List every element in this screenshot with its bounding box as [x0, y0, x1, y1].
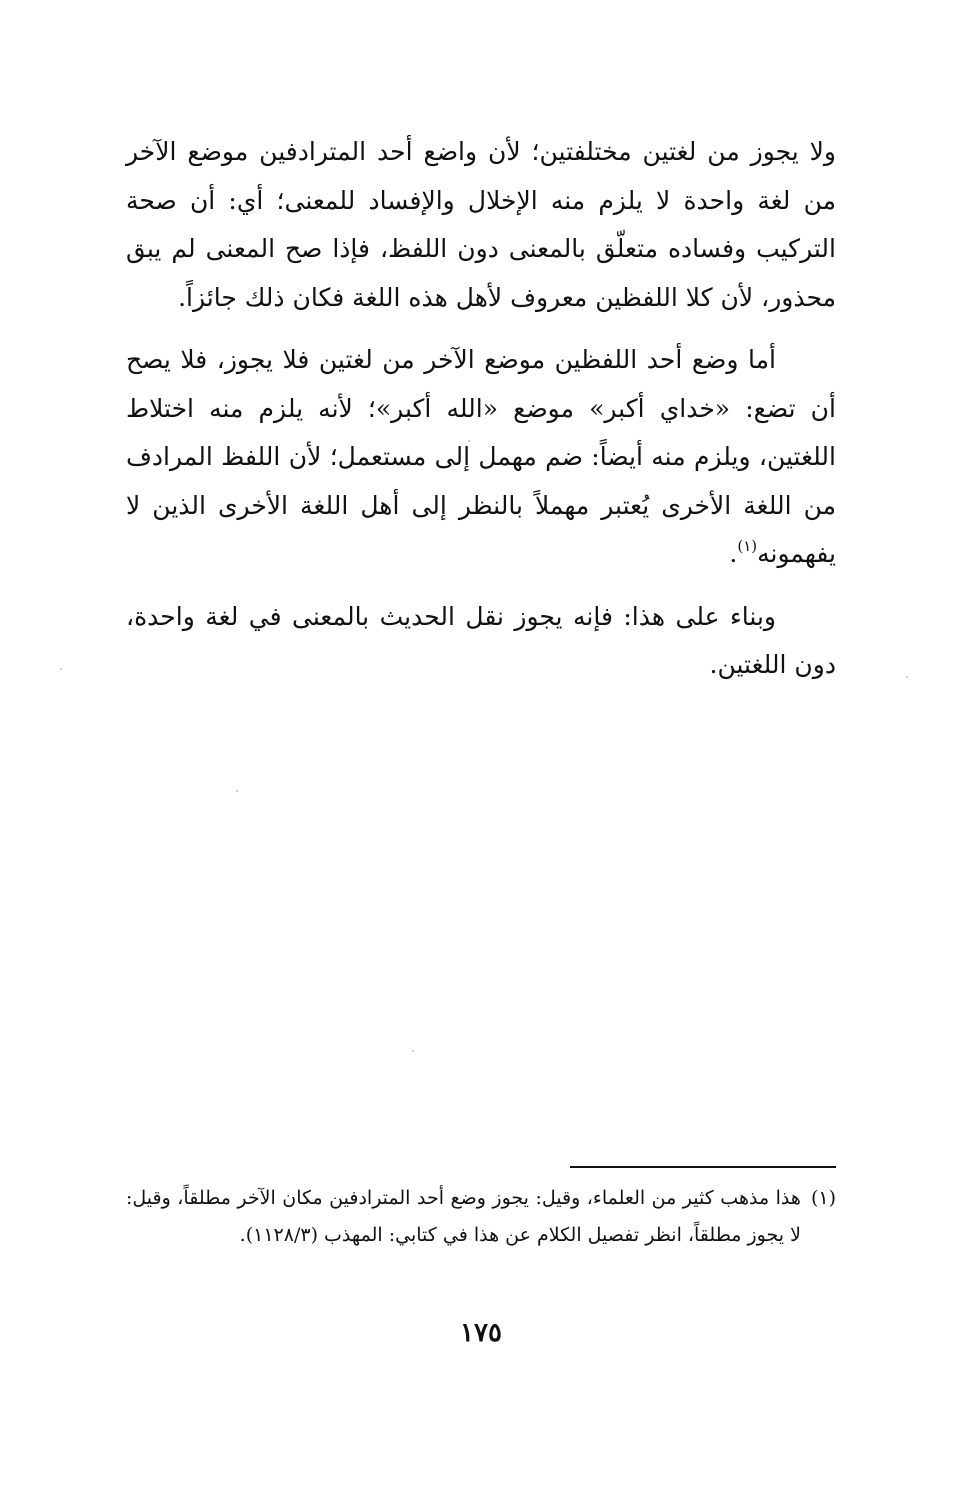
footnote-1 — [126, 1180, 836, 1254]
footnote-separator — [570, 1166, 836, 1168]
scan-speck — [412, 1050, 414, 1052]
main-text — [126, 128, 836, 704]
paragraph-2-end: . — [729, 539, 738, 568]
paragraph-3 — [126, 593, 836, 690]
paragraph-1 — [126, 128, 836, 322]
scan-speck — [236, 790, 238, 792]
footnotes-area — [126, 1180, 836, 1254]
scan-speck — [60, 668, 62, 670]
page-number: ١٧٥ — [460, 1318, 502, 1348]
scan-speck — [468, 440, 470, 442]
paragraph-1-text: ولا يجوز من لغتين مختلفتين؛ لأن واضع أحد المترادفين موضع الآخر من لغة واحدة لا يلزم منه الإخلال والإفساد للمعنى؛ أي: أن صحة التركيب وفساده متعلّق بالمعنى دون اللفظ، فإذا صح المعنى لم يبق محذور، لأن كلا اللفظين معروف لأهل هذه اللغة فكان ذلك جائزاً. — [126, 137, 836, 312]
footnote-number: (١) — [810, 1187, 836, 1209]
paragraph-3-text: وبناء على هذا: فإنه يجوز نقل الحديث بالمعنى في لغة واحدة، دون اللغتين. — [126, 601, 836, 679]
paragraph-2 — [126, 336, 836, 579]
footnote-text: هذا مذهب كثير من العلماء، وقيل: يجوز وضع أحد المترادفين مكان الآخر مطلقاً، وقيل: لا يجوز مطلقاً، انظر تفصيل الكلام عن هذا في كتابي: المهذب (١١٢٨/٣). — [126, 1187, 801, 1246]
footnote-reference[interactable]: (١) — [737, 536, 758, 555]
scan-speck — [906, 676, 908, 678]
paragraph-2-text: أما وضع أحد اللفظين موضع الآخر من لغتين فلا يجوز، فلا يصح أن تضع: «خداي أكبر» موضع «الله أكبر»؛ لأنه يلزم منه اختلاط اللغتين، ويلزم منه أيضاً: ضم مهمل إلى مستعمل؛ لأن اللفظ المرادف من اللغة الأخرى يُعتبر مهملاً بالنظر إلى أهل اللغة الأخرى الذين لا يفهمونه — [126, 345, 836, 568]
